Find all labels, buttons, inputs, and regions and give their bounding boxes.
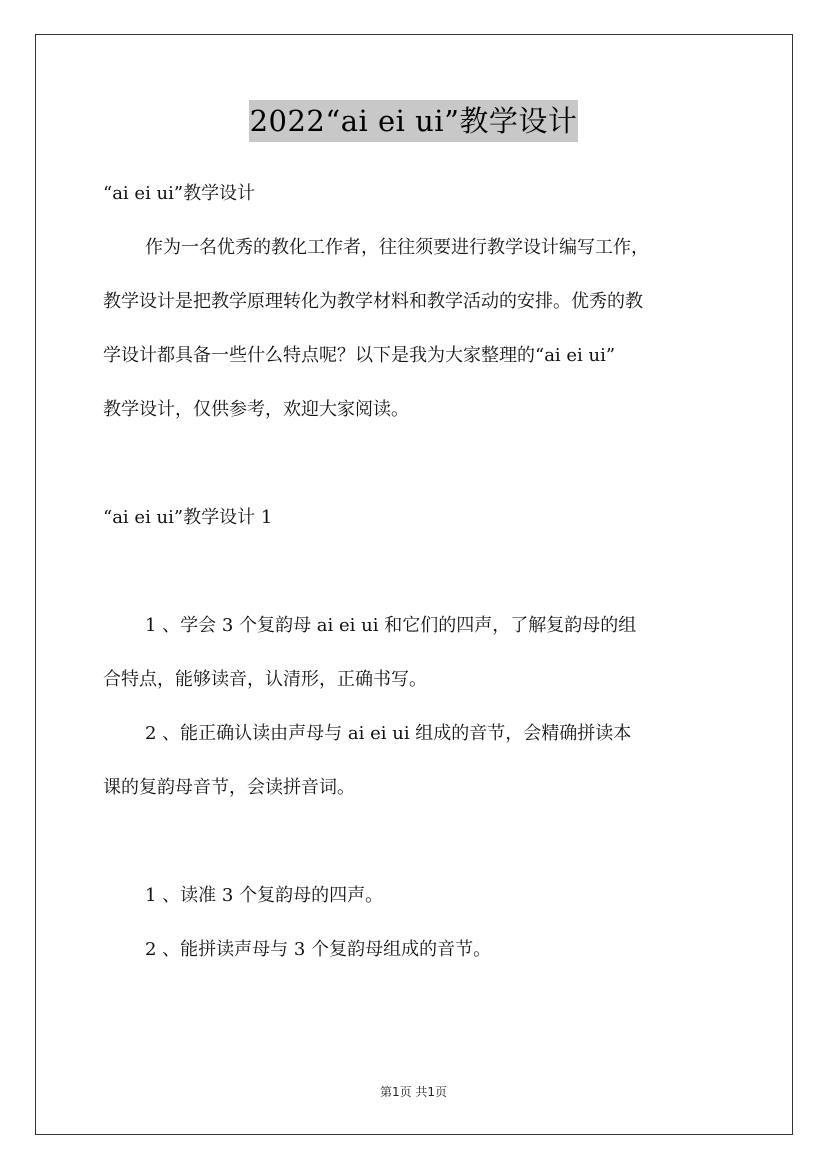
title-wrap [0, 100, 827, 142]
document-title: 2022“ai ei ui”教学设计 [249, 100, 579, 142]
key-point-line: 2 、能拼读声母与 3 个复韵母组成的音节。 [145, 939, 492, 960]
goal-line: 1 、学会 3 个复韵母 ai ei ui 和它们的四声，了解复韵母的组 [145, 615, 637, 636]
intro-line: 学设计都具备一些什么特点呢？以下是我为大家整理的“ai ei ui” [103, 345, 616, 366]
key-point-line: 1 、读准 3 个复韵母的四声。 [145, 885, 384, 906]
goal-line: 合特点，能够读音，认清形，正确书写。 [103, 669, 427, 690]
goal-line: 2 、能正确认读由声母与 ai ei ui 组成的音节，会精确拼读本 [145, 723, 632, 744]
goal-line: 课的复韵母音节，会读拼音词。 [103, 777, 355, 798]
intro-line: 教学设计是把教学原理转化为教学材料和教学活动的安排。优秀的教 [103, 291, 643, 312]
document-heading: “ai ei ui”教学设计 [103, 183, 256, 204]
intro-line: 教学设计，仅供参考，欢迎大家阅读。 [103, 399, 409, 420]
intro-line: 作为一名优秀的教化工作者，往往须要进行教学设计编写工作， [145, 237, 649, 258]
section-heading: “ai ei ui”教学设计 1 [103, 507, 273, 528]
page-footer: 第1页 共1页 [379, 1085, 448, 1099]
